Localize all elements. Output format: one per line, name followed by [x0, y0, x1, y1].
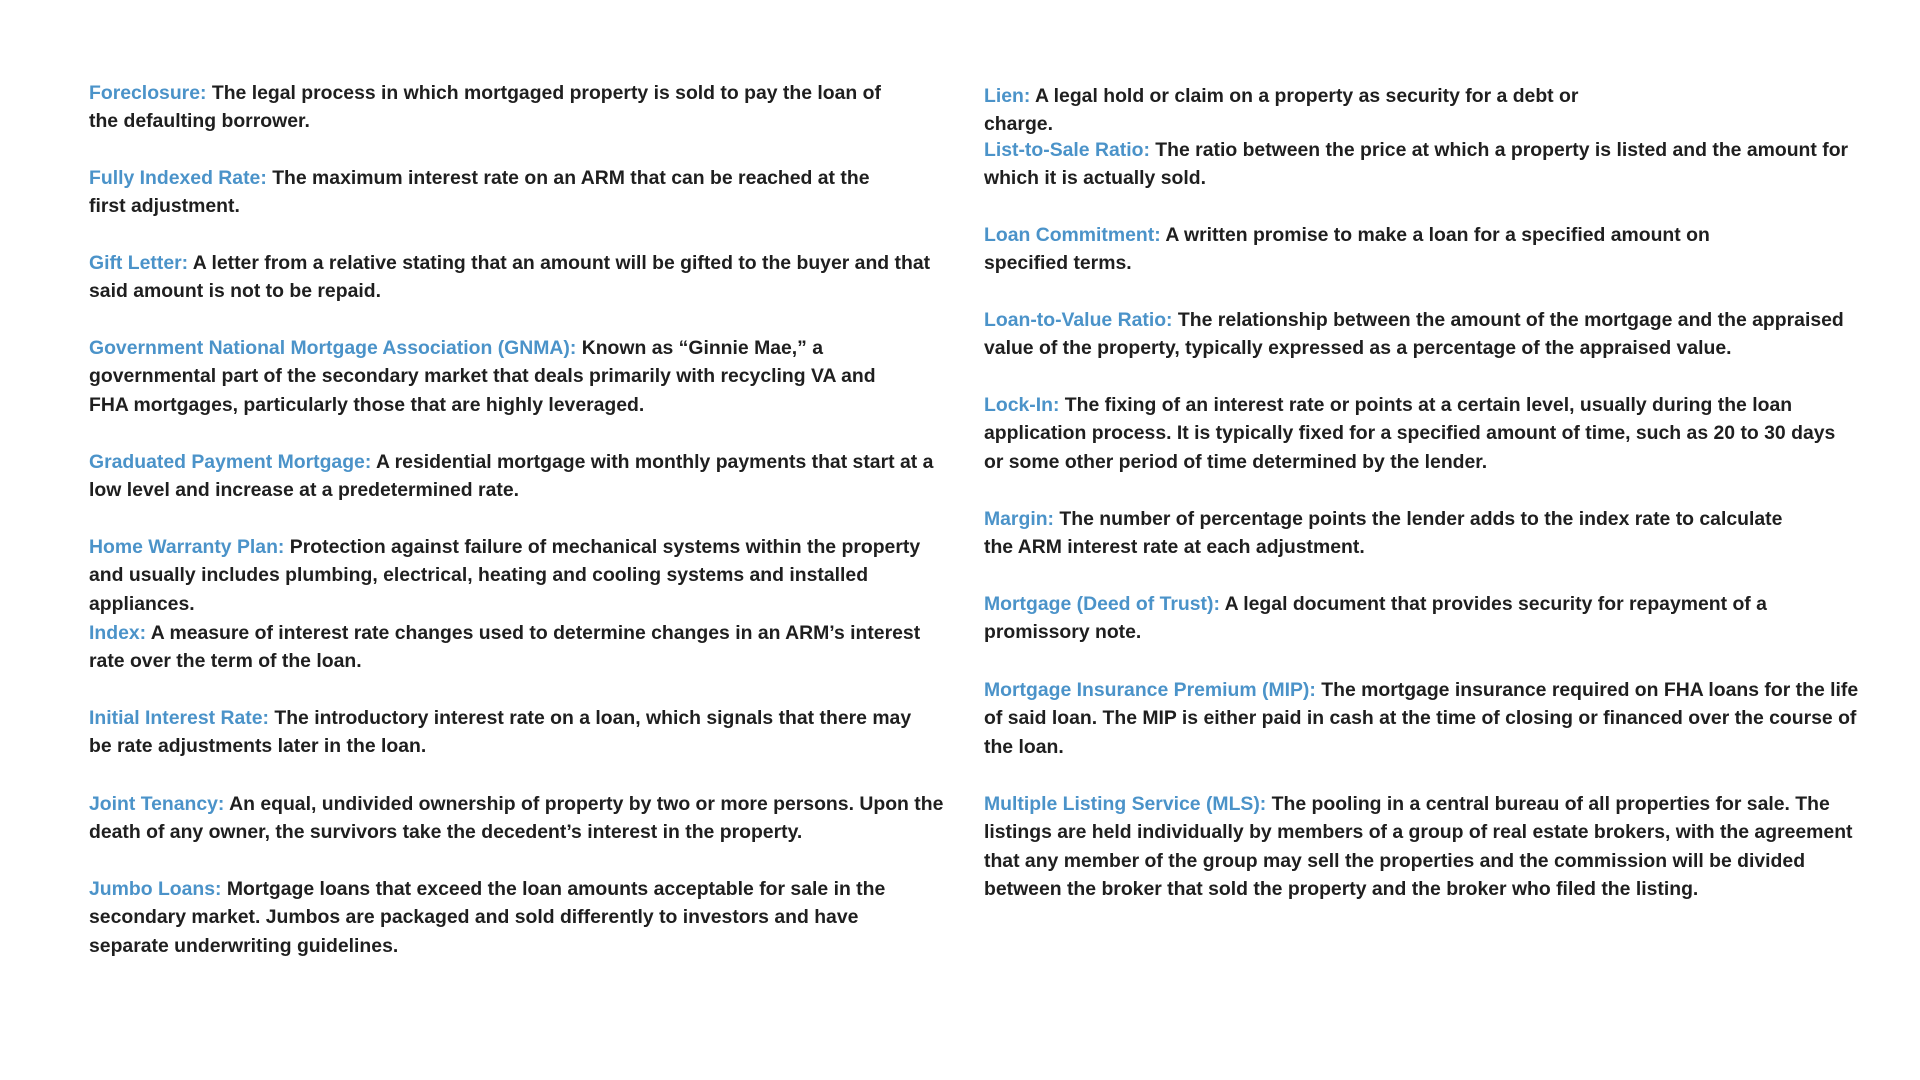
glossary-entry-loan-commitment — [984, 221, 1719, 278]
glossary-term: Lock-In: — [984, 394, 1060, 416]
glossary-definition: The maximum interest rate on an ARM that can be reached at the first adjustment. — [89, 167, 870, 218]
glossary-entry-lien — [984, 82, 1599, 139]
glossary-entry-mortgage-deed-of-trust — [984, 590, 1784, 647]
glossary-definition: A letter from a relative stating that an amount will be gifted to the buyer and that said amount is not to be repaid. — [89, 252, 931, 303]
glossary-term: Government National Mortgage Association (GNMA): — [89, 337, 577, 359]
glossary-entry-lock-in — [984, 391, 1860, 476]
glossary-term: Mortgage (Deed of Trust): — [984, 593, 1220, 615]
glossary-entry-jumbo-loans — [89, 875, 909, 960]
glossary-entry-margin — [984, 505, 1809, 562]
glossary-entry-graduated-payment-mortgage — [89, 448, 947, 505]
glossary-term: Loan Commitment: — [984, 224, 1161, 246]
glossary-definition: The number of percentage points the lender adds to the index rate to calculate the ARM interest rate at each adjustment. — [984, 508, 1783, 559]
glossary-definition: A residential mortgage with monthly payments that start at a low level and increase at a predetermined rate. — [89, 451, 934, 502]
glossary-term: Margin: — [984, 508, 1055, 530]
glossary-term: Jumbo Loans: — [89, 878, 222, 900]
glossary-definition: The legal process in which mortgaged property is sold to pay the loan of the defaulting borrower. — [89, 82, 881, 133]
glossary-entry-list-to-sale-ratio — [984, 136, 1860, 193]
glossary-term: Mortgage Insurance Premium (MIP): — [984, 679, 1316, 701]
glossary-entry-joint-tenancy — [89, 790, 947, 847]
glossary-entry-loan-to-value-ratio — [984, 306, 1860, 363]
glossary-entry-home-warranty-plan — [89, 533, 947, 618]
glossary-definition: A measure of interest rate changes used to determine changes in an ARM’s interest rate over the term of the loan. — [89, 622, 921, 673]
glossary-term: Multiple Listing Service (MLS): — [984, 793, 1267, 815]
glossary-definition: Known as “Ginnie Mae,” a governmental part of the secondary market that deals primarily with recycling VA and FHA mortgages, particularly those that are highly leveraged. — [89, 337, 876, 416]
glossary-term: Fully Indexed Rate: — [89, 167, 267, 189]
glossary-entry-mls — [984, 790, 1860, 904]
glossary-definition: The relationship between the amount of the mortgage and the appraised value of the property, typically expressed as a percentage of the appraised value. — [984, 309, 1844, 360]
glossary-definition: A legal hold or claim on a property as security for a debt or charge. — [984, 85, 1579, 136]
glossary-definition: A written promise to make a loan for a specified amount on specified terms. — [984, 224, 1710, 275]
glossary-definition: The fixing of an interest rate or points at a certain level, usually during the loan application process. It is typically fixed for a specified amount of time, such as 20 to 30 days or some other period of time determined by the lender. — [984, 394, 1836, 473]
glossary-definition: A legal document that provides security for repayment of a promissory note. — [984, 593, 1767, 644]
glossary-entry-initial-interest-rate — [89, 704, 919, 761]
glossary-entry-gnma — [89, 334, 914, 419]
glossary-definition: Protection against failure of mechanical systems within the property and usually includes plumbing, electrical, heating and cooling systems and installed appliances. — [89, 536, 921, 615]
glossary-term: Graduated Payment Mortgage: — [89, 451, 372, 473]
glossary-definition: The ratio between the price at which a property is listed and the amount for which it is actually sold. — [984, 139, 1849, 190]
glossary-definition: The introductory interest rate on a loan, which signals that there may be rate adjustments later in the loan. — [89, 707, 912, 758]
glossary-definition: Mortgage loans that exceed the loan amounts acceptable for sale in the secondary market. Jumbos are packaged and sold differently to investors and have separate underwriting guidelines. — [89, 878, 886, 957]
glossary-term: List-to-Sale Ratio: — [984, 139, 1150, 161]
glossary-term: Joint Tenancy: — [89, 793, 225, 815]
glossary-term: Foreclosure: — [89, 82, 207, 104]
glossary-term: Index: — [89, 622, 147, 644]
glossary-term: Lien: — [984, 85, 1031, 107]
glossary-definition: An equal, undivided ownership of property by two or more persons. Upon the death of any owner, the survivors take the decedent’s interest in the property. — [89, 793, 944, 844]
glossary-entry-gift-letter — [89, 249, 947, 306]
glossary-entry-index — [89, 619, 947, 676]
glossary-entry-mip — [984, 676, 1860, 761]
glossary-definition: The mortgage insurance required on FHA loans for the life of said loan. The MIP is either paid in cash at the time of closing or financed over the course of the loan. — [984, 679, 1859, 758]
glossary-entry-fully-indexed-rate — [89, 164, 879, 221]
glossary-term: Home Warranty Plan: — [89, 536, 285, 558]
glossary-term: Gift Letter: — [89, 252, 189, 274]
glossary-definition: The pooling in a central bureau of all properties for sale. The listings are held individually by members of a group of real estate brokers, with the agreement that any member of the group may sell the properties and the commission will be divided between the broker that sold the property and the broker who filed the listing. — [984, 793, 1853, 901]
glossary-term: Loan-to-Value Ratio: — [984, 309, 1173, 331]
glossary-entry-foreclosure — [89, 79, 909, 136]
glossary-term: Initial Interest Rate: — [89, 707, 269, 729]
